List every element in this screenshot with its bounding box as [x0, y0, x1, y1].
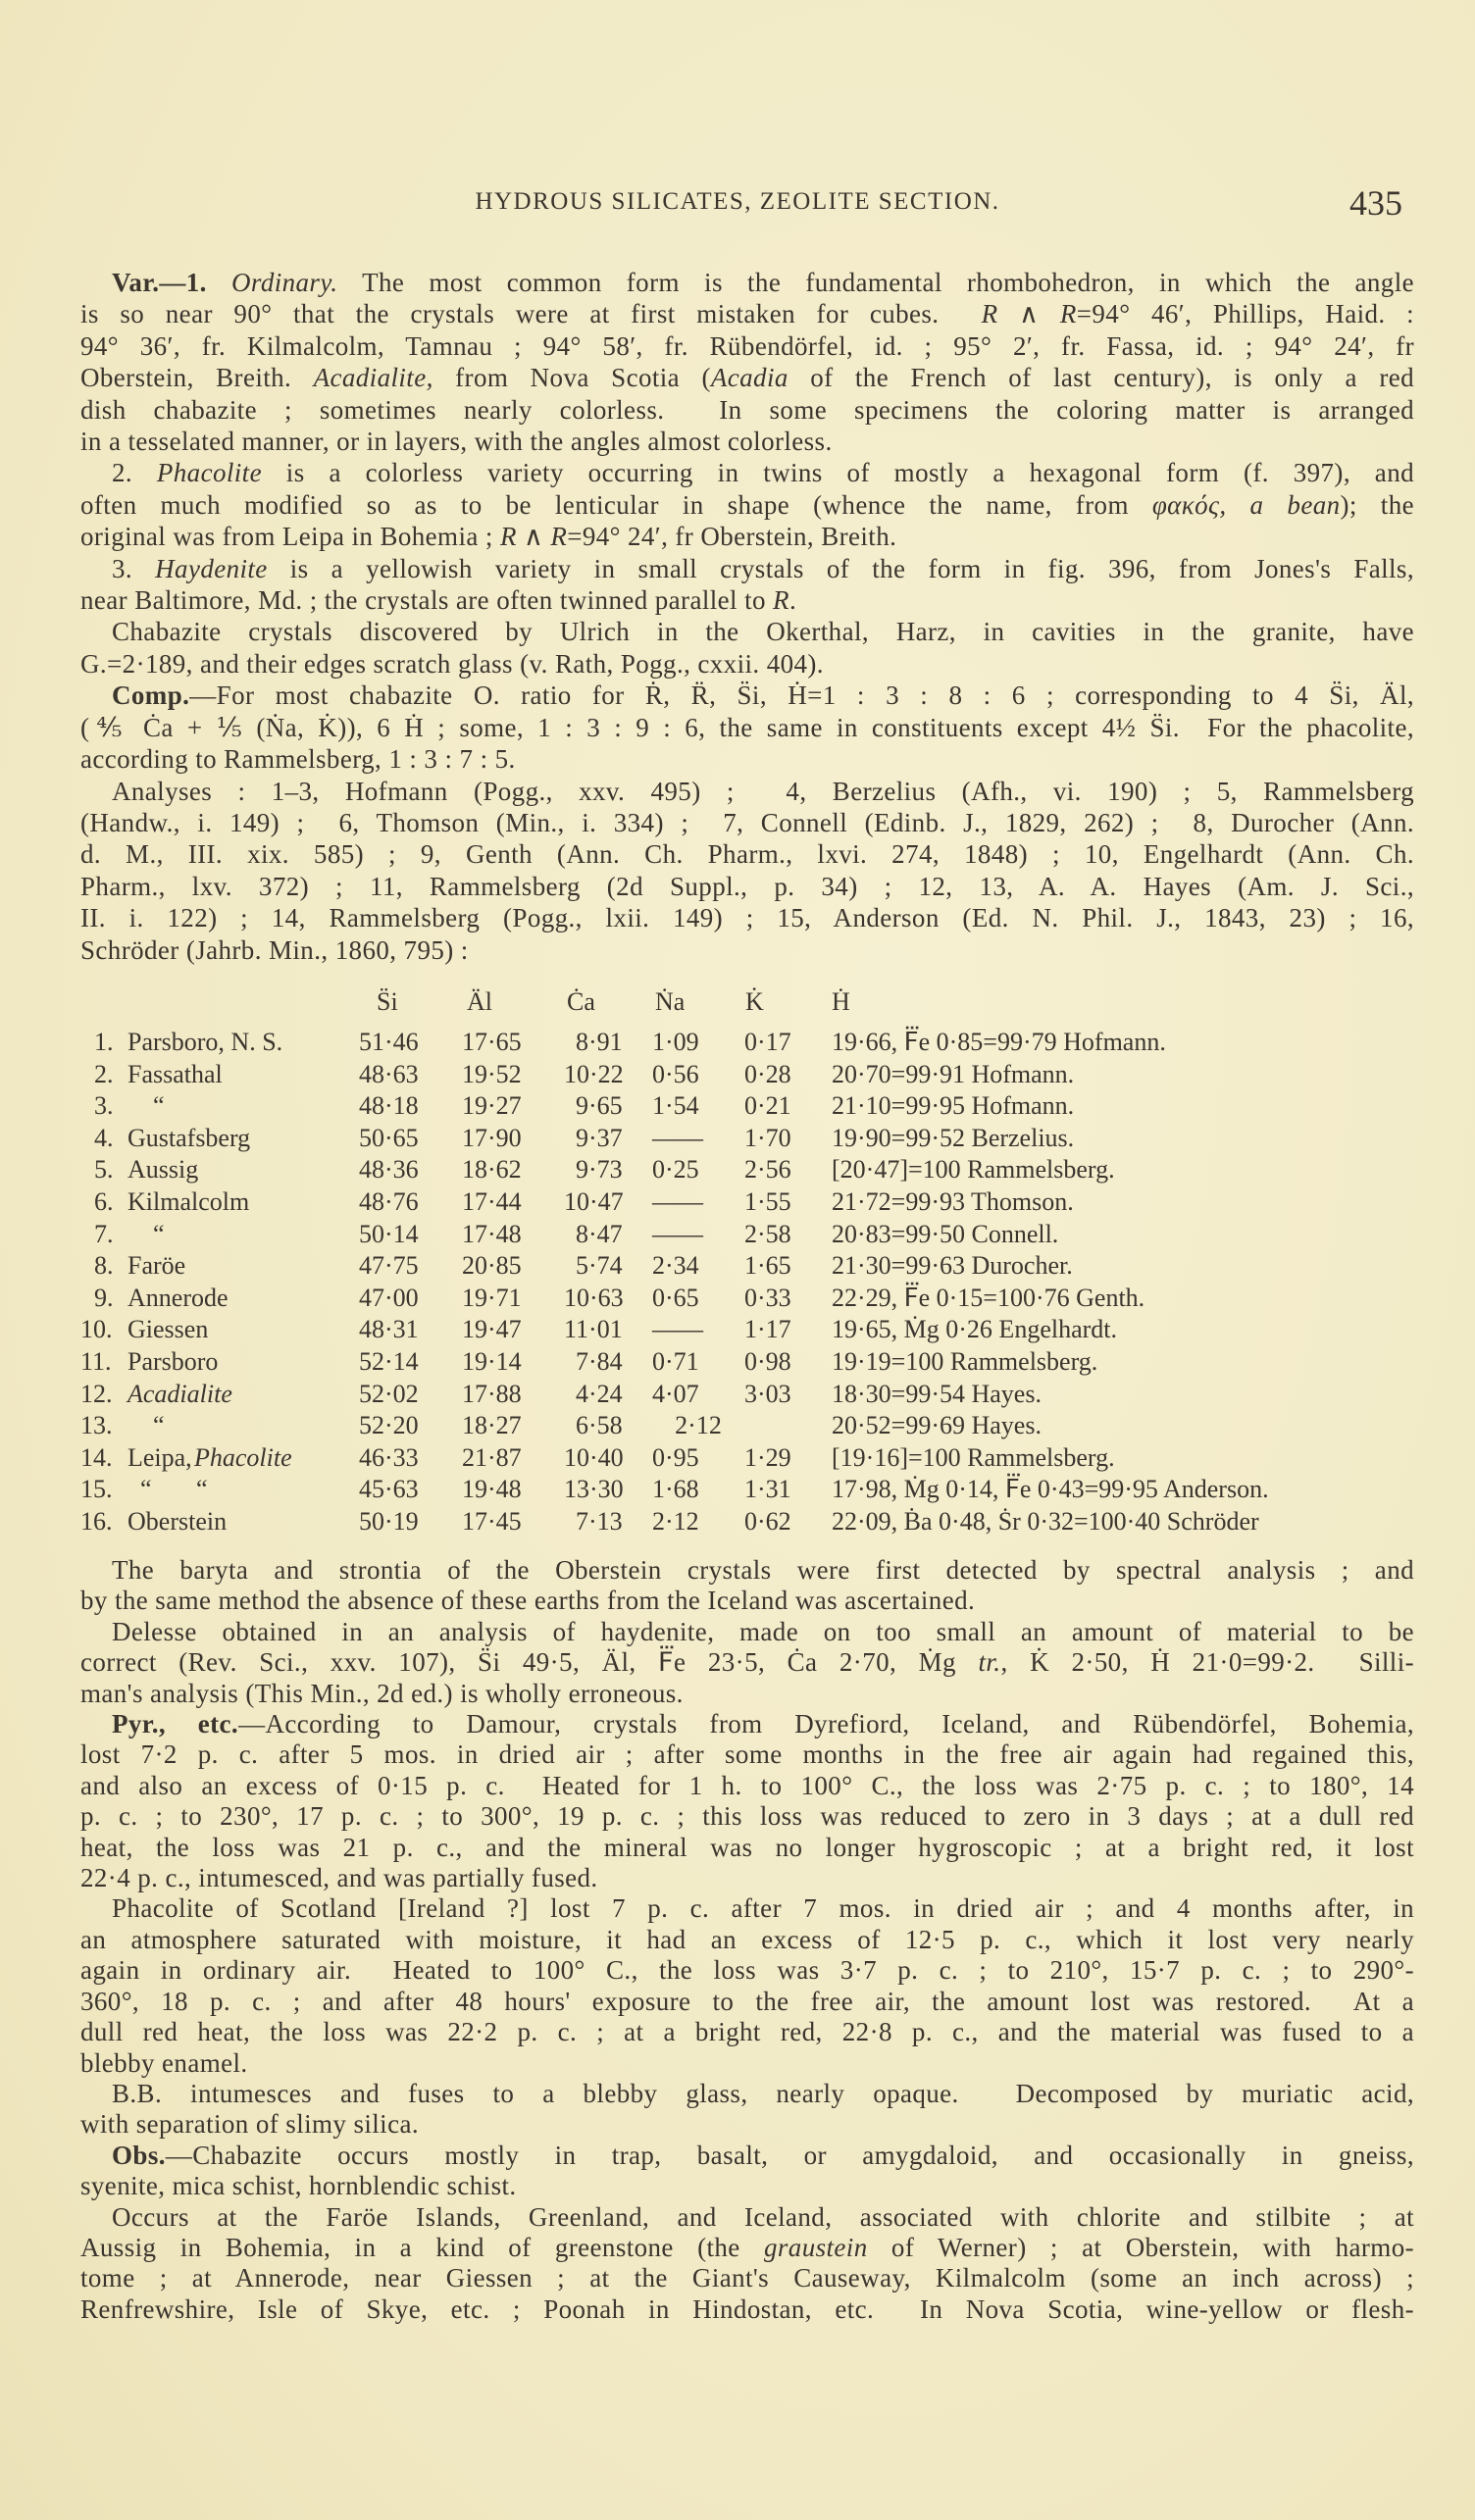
text-run: according to Rammelsberg, 1 : 3 : 7 : 5. — [80, 744, 516, 775]
text-run: 94° 36′, fr. Kilmalcolm, Tamnau ; 94° 58′, fr. Rübendörfel, id. ; 95° 2′, fr. Fassa, id. ; 94° 24′, fr — [80, 330, 1414, 361]
text-run: G.=2·189, and their edges scratch glass (v. Rath, Pogg., cxxii. 404). — [80, 648, 824, 679]
value-k: 0·62 — [744, 1507, 791, 1536]
text-line — [80, 362, 1414, 393]
value-k: 1·70 — [744, 1123, 791, 1152]
value-water-total-analyst: [19·16]=100 Rammelsberg. — [832, 1442, 1115, 1472]
locality: Parsboro — [127, 1347, 219, 1376]
text-line — [80, 298, 1414, 329]
value-ca: 9·65 — [576, 1091, 623, 1121]
locality: “ “ — [127, 1475, 208, 1504]
value-na: 0·56 — [652, 1059, 699, 1088]
text-line — [80, 680, 1414, 711]
text-run: tome ; at Annerode, near Giessen ; at the Giant's Causeway, Kilmalcolm (some an inch across) ; — [80, 2263, 1414, 2293]
text-line — [80, 616, 1414, 647]
value-na: 1·68 — [652, 1475, 699, 1504]
value-al: 19·71 — [462, 1283, 522, 1312]
value-si: 48·63 — [359, 1059, 419, 1088]
value-si: 51·46 — [359, 1028, 419, 1056]
value-si: 50·14 — [359, 1219, 419, 1248]
text-line — [80, 457, 1414, 488]
paragraph — [80, 1555, 1414, 1617]
italic-text: R — [1059, 299, 1077, 329]
italic-text: R — [981, 299, 998, 329]
locality: Parsboro, N. S. — [127, 1028, 283, 1056]
locality: Faröe — [127, 1251, 186, 1281]
text-run: and also an excess of 0·15 p. c. Heated for 1 h. to 100° C., the loss was 2·75 p. c. ; to 180°, 14 — [80, 1770, 1414, 1800]
text-line — [80, 2202, 1414, 2233]
column-header: S̈i — [377, 987, 398, 1016]
text-line — [80, 2263, 1414, 2293]
value-k: 1·29 — [744, 1442, 791, 1472]
value-si: 47·75 — [359, 1251, 419, 1281]
row-number: 11. — [80, 1347, 112, 1376]
value-al: 17·45 — [462, 1507, 522, 1536]
text-run: Delesse obtained in an analysis of haydenite, made on too small an amount of material to be — [112, 1616, 1414, 1646]
value-k: 1·17 — [744, 1315, 791, 1344]
italic-text: R — [499, 522, 517, 552]
value-water-total-analyst: 21·10=99·95 Hofmann. — [832, 1091, 1075, 1121]
paragraph — [80, 2202, 1414, 2326]
text-run: —Chabazite occurs mostly in trap, basalt, or amygdaloid, and occasionally in gneiss, — [165, 2140, 1414, 2170]
value-al: 17·65 — [462, 1028, 522, 1056]
text-line — [80, 871, 1414, 902]
value-al: 20·85 — [462, 1251, 522, 1281]
text-run: dull red heat, the loss was 22·2 p. c. ; at a bright red, 22·8 p. c., and the material was fused to a — [80, 2017, 1414, 2047]
text-line — [80, 2079, 1414, 2109]
italic-text: Ordinary. — [231, 268, 338, 297]
italic-text: φακός, a bean — [1151, 489, 1341, 520]
bold-heading: Var.—1. — [112, 268, 207, 297]
text-run: heat, the loss was 21 p. c., and the mineral was no longer hygroscopic ; at a bright red, it lost — [80, 1832, 1414, 1862]
italic-text: Haydenite — [155, 553, 268, 583]
value-si: 47·00 — [359, 1283, 419, 1312]
value-k: 0·17 — [744, 1028, 791, 1056]
value-ca: 7·84 — [576, 1347, 623, 1376]
value-na: 1·09 — [652, 1028, 699, 1056]
value-al: 19·52 — [462, 1059, 522, 1088]
paragraph — [80, 680, 1414, 775]
paragraph — [80, 457, 1414, 552]
value-k: 1·65 — [744, 1251, 791, 1281]
value-k: 1·31 — [744, 1475, 791, 1504]
value-na: 2·34 — [652, 1251, 699, 1281]
value-ca: 7·13 — [576, 1507, 623, 1536]
italic-text: Acadialite, — [313, 363, 433, 393]
value-al: 18·27 — [462, 1411, 522, 1440]
value-al: 19·27 — [462, 1091, 522, 1121]
value-si: 50·19 — [359, 1507, 419, 1536]
value-al: 19·47 — [462, 1315, 522, 1344]
value-k: 0·33 — [744, 1283, 791, 1312]
locality: Leipa, — [127, 1442, 199, 1472]
text-run: d. M., III. xix. 585) ; 9, Genth (Ann. Ch. Pharm., lxvi. 274, 1848) ; 10, Engelhardt (Ann. Ch. — [80, 839, 1414, 870]
text-run: man's analysis (This Min., 2d ed.) is wholly erroneous. — [80, 1678, 684, 1708]
value-k: 3·03 — [744, 1379, 791, 1408]
text-line — [80, 934, 1414, 966]
value-ca: 11·01 — [564, 1315, 623, 1344]
locality-variety: Acadialite — [127, 1379, 232, 1408]
value-k: 0·21 — [744, 1091, 791, 1121]
value-ca: 10·63 — [564, 1283, 624, 1312]
text-line — [80, 553, 1414, 584]
row-number: 8. — [94, 1251, 114, 1281]
text-run: Pharm., lxv. 372) ; 11, Rammelsberg (2d Suppl., p. 34) ; 12, 13, A. A. Hayes (Am. J. Sci., — [80, 871, 1414, 901]
value-water-total-analyst: 20·70=99·91 Hofmann. — [832, 1059, 1075, 1088]
text-run: is a colorless variety occurring in twins of mostly a hexagonal form (f. 397), and — [261, 458, 1414, 488]
text-line — [80, 1801, 1414, 1832]
text-run: p. c. ; to 230°, 17 p. c. ; to 300°, 19 p. c. ; this loss was reduced to zero in 3 days ; at a dull red — [80, 1801, 1414, 1832]
value-water-total-analyst: 19·66, F⃛e 0·85=99·79 Hofmann. — [832, 1028, 1166, 1056]
value-water-total-analyst: 20·52=99·69 Hayes. — [832, 1411, 1042, 1440]
paragraph — [80, 553, 1414, 617]
italic-text: R — [550, 522, 568, 552]
column-header: Ḣ — [832, 987, 850, 1016]
bold-heading: Pyr., etc. — [112, 1709, 239, 1739]
locality: Annerode — [127, 1283, 229, 1312]
text-line — [80, 426, 1414, 457]
value-water-total-analyst: 18·30=99·54 Hayes. — [832, 1379, 1042, 1408]
value-water-total-analyst: 21·72=99·93 Thomson. — [832, 1187, 1074, 1216]
text-run: Chabazite crystals discovered by Ulrich in the Okerthal, Harz, in cavities in the granite, have — [112, 617, 1414, 647]
value-na: 4·07 — [652, 1379, 699, 1408]
text-line — [80, 1987, 1414, 2017]
value-na: —— — [652, 1315, 703, 1344]
text-run: B.B. intumesces and fuses to a blebby glass, nearly opaque. Decomposed by muriatic acid, — [112, 2078, 1414, 2108]
text-run: in a tesselated manner, or in layers, with the angles almost colorless. — [80, 427, 833, 457]
text-run: is so near 90° that the crystals were at first mistaken for cubes. — [80, 299, 982, 329]
locality: “ — [127, 1091, 165, 1121]
value-na: 0·95 — [652, 1442, 699, 1472]
value-al: 17·90 — [462, 1123, 522, 1152]
value-k: 0·98 — [744, 1347, 791, 1376]
text-line — [80, 1555, 1414, 1586]
text-run: Renfrewshire, Isle of Skye, etc. ; Poonah in Hindostan, etc. In Nova Scotia, wine-yellow or flesh- — [80, 2293, 1414, 2324]
text-run: , K̇ 2·50, Ḣ 21·0=99·2. Silli- — [1000, 1647, 1414, 1678]
text-run: 3. — [112, 553, 156, 583]
text-line — [80, 2171, 1414, 2201]
text-run: correct (Rev. Sci., xxv. 107), S̈i 49·5, Äl, F⃛e 23·5, Ċa 2·70, Ṁg — [80, 1647, 979, 1678]
value-ca: 4·24 — [576, 1379, 623, 1408]
text-line — [80, 1893, 1414, 1924]
text-line — [80, 838, 1414, 870]
value-si: 46·33 — [359, 1442, 419, 1472]
text-line — [80, 776, 1414, 807]
locality: Oberstein — [127, 1507, 228, 1536]
row-number: 10. — [80, 1315, 113, 1344]
text-run: is a yellowish variety in small crystals of the form in fig. 396, from Jones's Falls, — [267, 553, 1414, 583]
locality: Aussig — [127, 1155, 199, 1184]
value-ca: 6·58 — [576, 1411, 623, 1440]
value-ca: 8·47 — [576, 1219, 623, 1248]
text-line — [80, 267, 1414, 298]
locality: Giessen — [127, 1315, 209, 1344]
italic-text: Phacolite — [156, 458, 262, 488]
text-run: from Nova Scotia ( — [432, 363, 711, 393]
value-k: 2·56 — [744, 1155, 791, 1184]
paragraph — [80, 2141, 1414, 2202]
page-number: 435 — [1349, 183, 1402, 223]
paragraph — [80, 2079, 1414, 2141]
paragraph — [80, 1617, 1414, 1709]
text-line — [80, 2294, 1414, 2325]
text-run: =94° 24′, fr Oberstein, Breith. — [567, 522, 897, 552]
text-run: Occurs at the Faröe Islands, Greenland, and Iceland, associated with chlorite and stilbite ; at — [112, 2201, 1414, 2232]
text-run: ∧ — [997, 299, 1060, 329]
locality: Fassathal — [127, 1059, 223, 1088]
text-line — [80, 1709, 1414, 1739]
value-ca: 10·47 — [564, 1187, 624, 1216]
text-run: often much modified so as to be lenticular in shape (whence the name, from — [80, 489, 1152, 520]
value-si: 48·18 — [359, 1091, 419, 1121]
paragraph — [80, 1893, 1414, 2078]
value-si: 52·02 — [359, 1379, 419, 1408]
value-si: 45·63 — [359, 1475, 419, 1504]
locality: Kilmalcolm — [127, 1187, 250, 1216]
value-al: 19·14 — [462, 1347, 522, 1376]
paragraph — [80, 776, 1414, 966]
text-line — [80, 807, 1414, 838]
text-run: Phacolite of Scotland [Ireland ?] lost 7 p. c. after 7 mos. in dried air ; and 4 months after, in — [112, 1893, 1414, 1924]
text-run: ∧ — [516, 522, 551, 552]
value-ca: 8·91 — [576, 1028, 623, 1056]
row-number: 4. — [94, 1123, 114, 1152]
text-run: The baryta and strontia of the Oberstein crystals were first detected by spectral analysis ; and — [112, 1555, 1414, 1585]
value-si: 50·65 — [359, 1123, 419, 1152]
text-line — [80, 2017, 1414, 2047]
column-header: Ṅa — [655, 987, 686, 1016]
text-run: again in ordinary air. Heated to 100° C., the loss was 3·7 p. c. ; to 210°, 15·7 p. c. ; to 290°- — [80, 1955, 1414, 1986]
text-run: lost 7·2 p. c. after 5 mos. in dried air ; after some months in the free air again had regained this, — [80, 1739, 1414, 1770]
running-head: HYDROUS SILICATES, ZEOLITE SECTION. — [475, 188, 1000, 215]
text-run: with separation of slimy silica. — [80, 2109, 419, 2140]
text-section-after-table — [80, 1555, 1414, 2325]
value-na-k-combined: 2·12 — [675, 1411, 722, 1440]
text-run: dish chabazite ; sometimes nearly colorless. In some specimens the coloring matter is arranged — [80, 394, 1414, 425]
row-number: 2. — [94, 1059, 114, 1088]
text-line — [80, 584, 1414, 616]
text-line — [80, 1647, 1414, 1678]
italic-text: R — [773, 585, 789, 616]
row-number: 15. — [80, 1475, 113, 1504]
row-number: 13. — [80, 1411, 113, 1440]
text-run: —For most chabazite O. ratio for Ṙ, R̈, S̈i, Ḣ=1 : 3 : 8 : 6 ; corresponding to 4 S̈i, Äl, — [189, 680, 1414, 711]
value-ca: 10·22 — [564, 1059, 624, 1088]
value-al: 17·44 — [462, 1187, 522, 1216]
value-si: 48·36 — [359, 1155, 419, 1184]
text-run: of the French of last century), is only a red — [788, 363, 1414, 393]
locality: “ — [127, 1219, 165, 1248]
text-line — [80, 902, 1414, 933]
text-run: Analyses : 1–3, Hofmann (Pogg., xxv. 495) ; 4, Berzelius (Afh., vi. 190) ; 5, Rammelsberg — [112, 776, 1414, 806]
row-number: 16. — [80, 1507, 113, 1536]
value-si: 48·31 — [359, 1315, 419, 1344]
text-run: blebby enamel. — [80, 2047, 248, 2078]
text-run: syenite, mica schist, hornblendic schist. — [80, 2171, 517, 2201]
column-header: Äl — [467, 987, 492, 1016]
value-al: 17·88 — [462, 1379, 522, 1408]
value-water-total-analyst: 19·90=99·52 Berzelius. — [832, 1123, 1075, 1152]
text-line — [80, 1863, 1414, 1893]
locality: Gustafsberg — [127, 1123, 251, 1152]
column-header: K̇ — [745, 987, 764, 1016]
text-run: near Baltimore, Md. ; the crystals are often twinned parallel to — [80, 585, 774, 616]
value-na: —— — [652, 1123, 703, 1152]
value-al: 21·87 — [462, 1442, 522, 1472]
value-si: 48·76 — [359, 1187, 419, 1216]
text-line — [80, 743, 1414, 775]
value-water-total-analyst: 19·65, Ṁg 0·26 Engelhardt. — [832, 1315, 1118, 1344]
text-run: 22·4 p. c., intumesced, and was partially fused. — [80, 1863, 598, 1893]
text-line — [80, 1586, 1414, 1616]
value-ca: 13·30 — [564, 1475, 624, 1504]
value-na: 0·65 — [652, 1283, 699, 1312]
text-run: (Handw., i. 149) ; 6, Thomson (Min., i. 334) ; 7, Connell (Edinb. J., 1829, 262) ; 8, Durocher (Ann. — [80, 807, 1414, 837]
text-line — [80, 1739, 1414, 1770]
value-al: 19·48 — [462, 1475, 522, 1504]
text-run: =94° 46′, Phillips, Haid. : — [1076, 299, 1415, 329]
row-number: 6. — [94, 1187, 114, 1216]
row-number: 9. — [94, 1283, 114, 1312]
text-run: (⅘ Ċa + ⅕ (Ṅa, K̇)), 6 Ḣ ; some, 1 : 3 : 9 : 6, the same in constituents except 4½ S̈i. For the phacolite, — [80, 712, 1414, 742]
text-run: Schröder (Jahrb. Min., 1860, 795) : — [80, 934, 469, 965]
text-line — [80, 2233, 1414, 2263]
italic-text: tr. — [978, 1647, 1001, 1678]
text-line — [80, 1955, 1414, 1986]
text-run: of Werner) ; at Oberstein, with harmo- — [867, 2232, 1414, 2262]
value-al: 18·62 — [462, 1155, 522, 1184]
bold-heading: Obs. — [112, 2140, 166, 2170]
row-number: 5. — [94, 1155, 114, 1184]
locality-variety: Phacolite — [194, 1442, 292, 1472]
text-run: ); the — [1340, 489, 1414, 520]
text-line — [80, 330, 1414, 362]
paragraph — [80, 267, 1414, 457]
row-number: 3. — [94, 1091, 114, 1121]
value-water-total-analyst: [20·47]=100 Rammelsberg. — [832, 1155, 1115, 1184]
row-number: 14. — [80, 1442, 113, 1472]
value-k: 0·28 — [744, 1059, 791, 1088]
text-line — [80, 1833, 1414, 1863]
text-line — [80, 1617, 1414, 1647]
text-line — [80, 712, 1414, 743]
paragraph — [80, 616, 1414, 680]
text-line — [80, 1679, 1414, 1709]
text-line — [80, 2141, 1414, 2171]
value-ca: 9·73 — [576, 1155, 623, 1184]
text-line — [80, 1771, 1414, 1801]
text-run: Oberstein, Breith. — [80, 363, 314, 393]
value-water-total-analyst: 22·09, Ḃa 0·48, Ṡr 0·32=100·40 Schröder — [832, 1507, 1259, 1536]
value-si: 52·14 — [359, 1347, 419, 1376]
text-run — [207, 268, 231, 297]
bold-heading: Comp. — [112, 680, 190, 711]
text-line — [80, 489, 1414, 521]
value-water-total-analyst: 22·29, F⃛e 0·15=100·76 Genth. — [832, 1283, 1145, 1312]
italic-text: Acadia — [710, 363, 788, 393]
text-line — [80, 521, 1414, 552]
value-na: 0·25 — [652, 1155, 699, 1184]
value-si: 52·20 — [359, 1411, 419, 1440]
text-run: II. i. 122) ; 14, Rammelsberg (Pogg., lxii. 149) ; 15, Anderson (Ed. N. Phil. J., 1843, 23) ; 16, — [80, 903, 1414, 933]
value-water-total-analyst: 17·98, Ṁg 0·14, F⃛e 0·43=99·95 Anderson. — [832, 1475, 1269, 1504]
row-number: 12. — [80, 1379, 113, 1408]
text-run: . — [788, 585, 797, 616]
value-water-total-analyst: 20·83=99·50 Connell. — [832, 1219, 1059, 1248]
text-run: The most common form is the fundamental rhombohedron, in which the angle — [337, 268, 1414, 297]
value-water-total-analyst: 19·19=100 Rammelsberg. — [832, 1347, 1098, 1376]
text-run: original was from Leipa in Bohemia ; — [80, 522, 500, 552]
text-run: —According to Damour, crystals from Dyrefiord, Iceland, and Rübendörfel, Bohemia, — [238, 1709, 1414, 1739]
value-ca: 10·40 — [564, 1442, 624, 1472]
text-section-before-table — [80, 267, 1414, 966]
text-run: an atmosphere saturated with moisture, it had an excess of 12·5 p. c., which it lost very nearly — [80, 1924, 1414, 1954]
value-na: 1·54 — [652, 1091, 699, 1121]
value-na: 2·12 — [652, 1507, 699, 1536]
locality: “ — [127, 1411, 165, 1440]
row-number: 7. — [94, 1219, 114, 1248]
text-run: by the same method the absence of these earths from the Iceland was ascertained. — [80, 1586, 976, 1616]
text-run: 2. — [112, 458, 157, 488]
value-al: 17·48 — [462, 1219, 522, 1248]
text-line — [80, 394, 1414, 426]
text-run: 360°, 18 p. c. ; and after 48 hours' exposure to the free air, the amount lost was restored. At a — [80, 1986, 1414, 2016]
column-header: Ċa — [567, 987, 595, 1016]
italic-text: graustein — [764, 2232, 868, 2262]
paragraph — [80, 1709, 1414, 1893]
value-na: —— — [652, 1187, 703, 1216]
text-run: Aussig in Bohemia, in a kind of greenstone (the — [80, 2232, 764, 2262]
value-ca: 5·74 — [576, 1251, 623, 1281]
value-ca: 9·37 — [576, 1123, 623, 1152]
row-number: 1. — [94, 1028, 114, 1056]
value-water-total-analyst: 21·30=99·63 Durocher. — [832, 1251, 1073, 1281]
value-na: 0·71 — [652, 1347, 699, 1376]
value-na: —— — [652, 1219, 703, 1248]
text-line — [80, 2109, 1414, 2140]
text-line — [80, 648, 1414, 680]
value-k: 2·58 — [744, 1219, 791, 1248]
value-k: 1·55 — [744, 1187, 791, 1216]
text-line — [80, 1925, 1414, 1955]
text-line — [80, 2048, 1414, 2079]
